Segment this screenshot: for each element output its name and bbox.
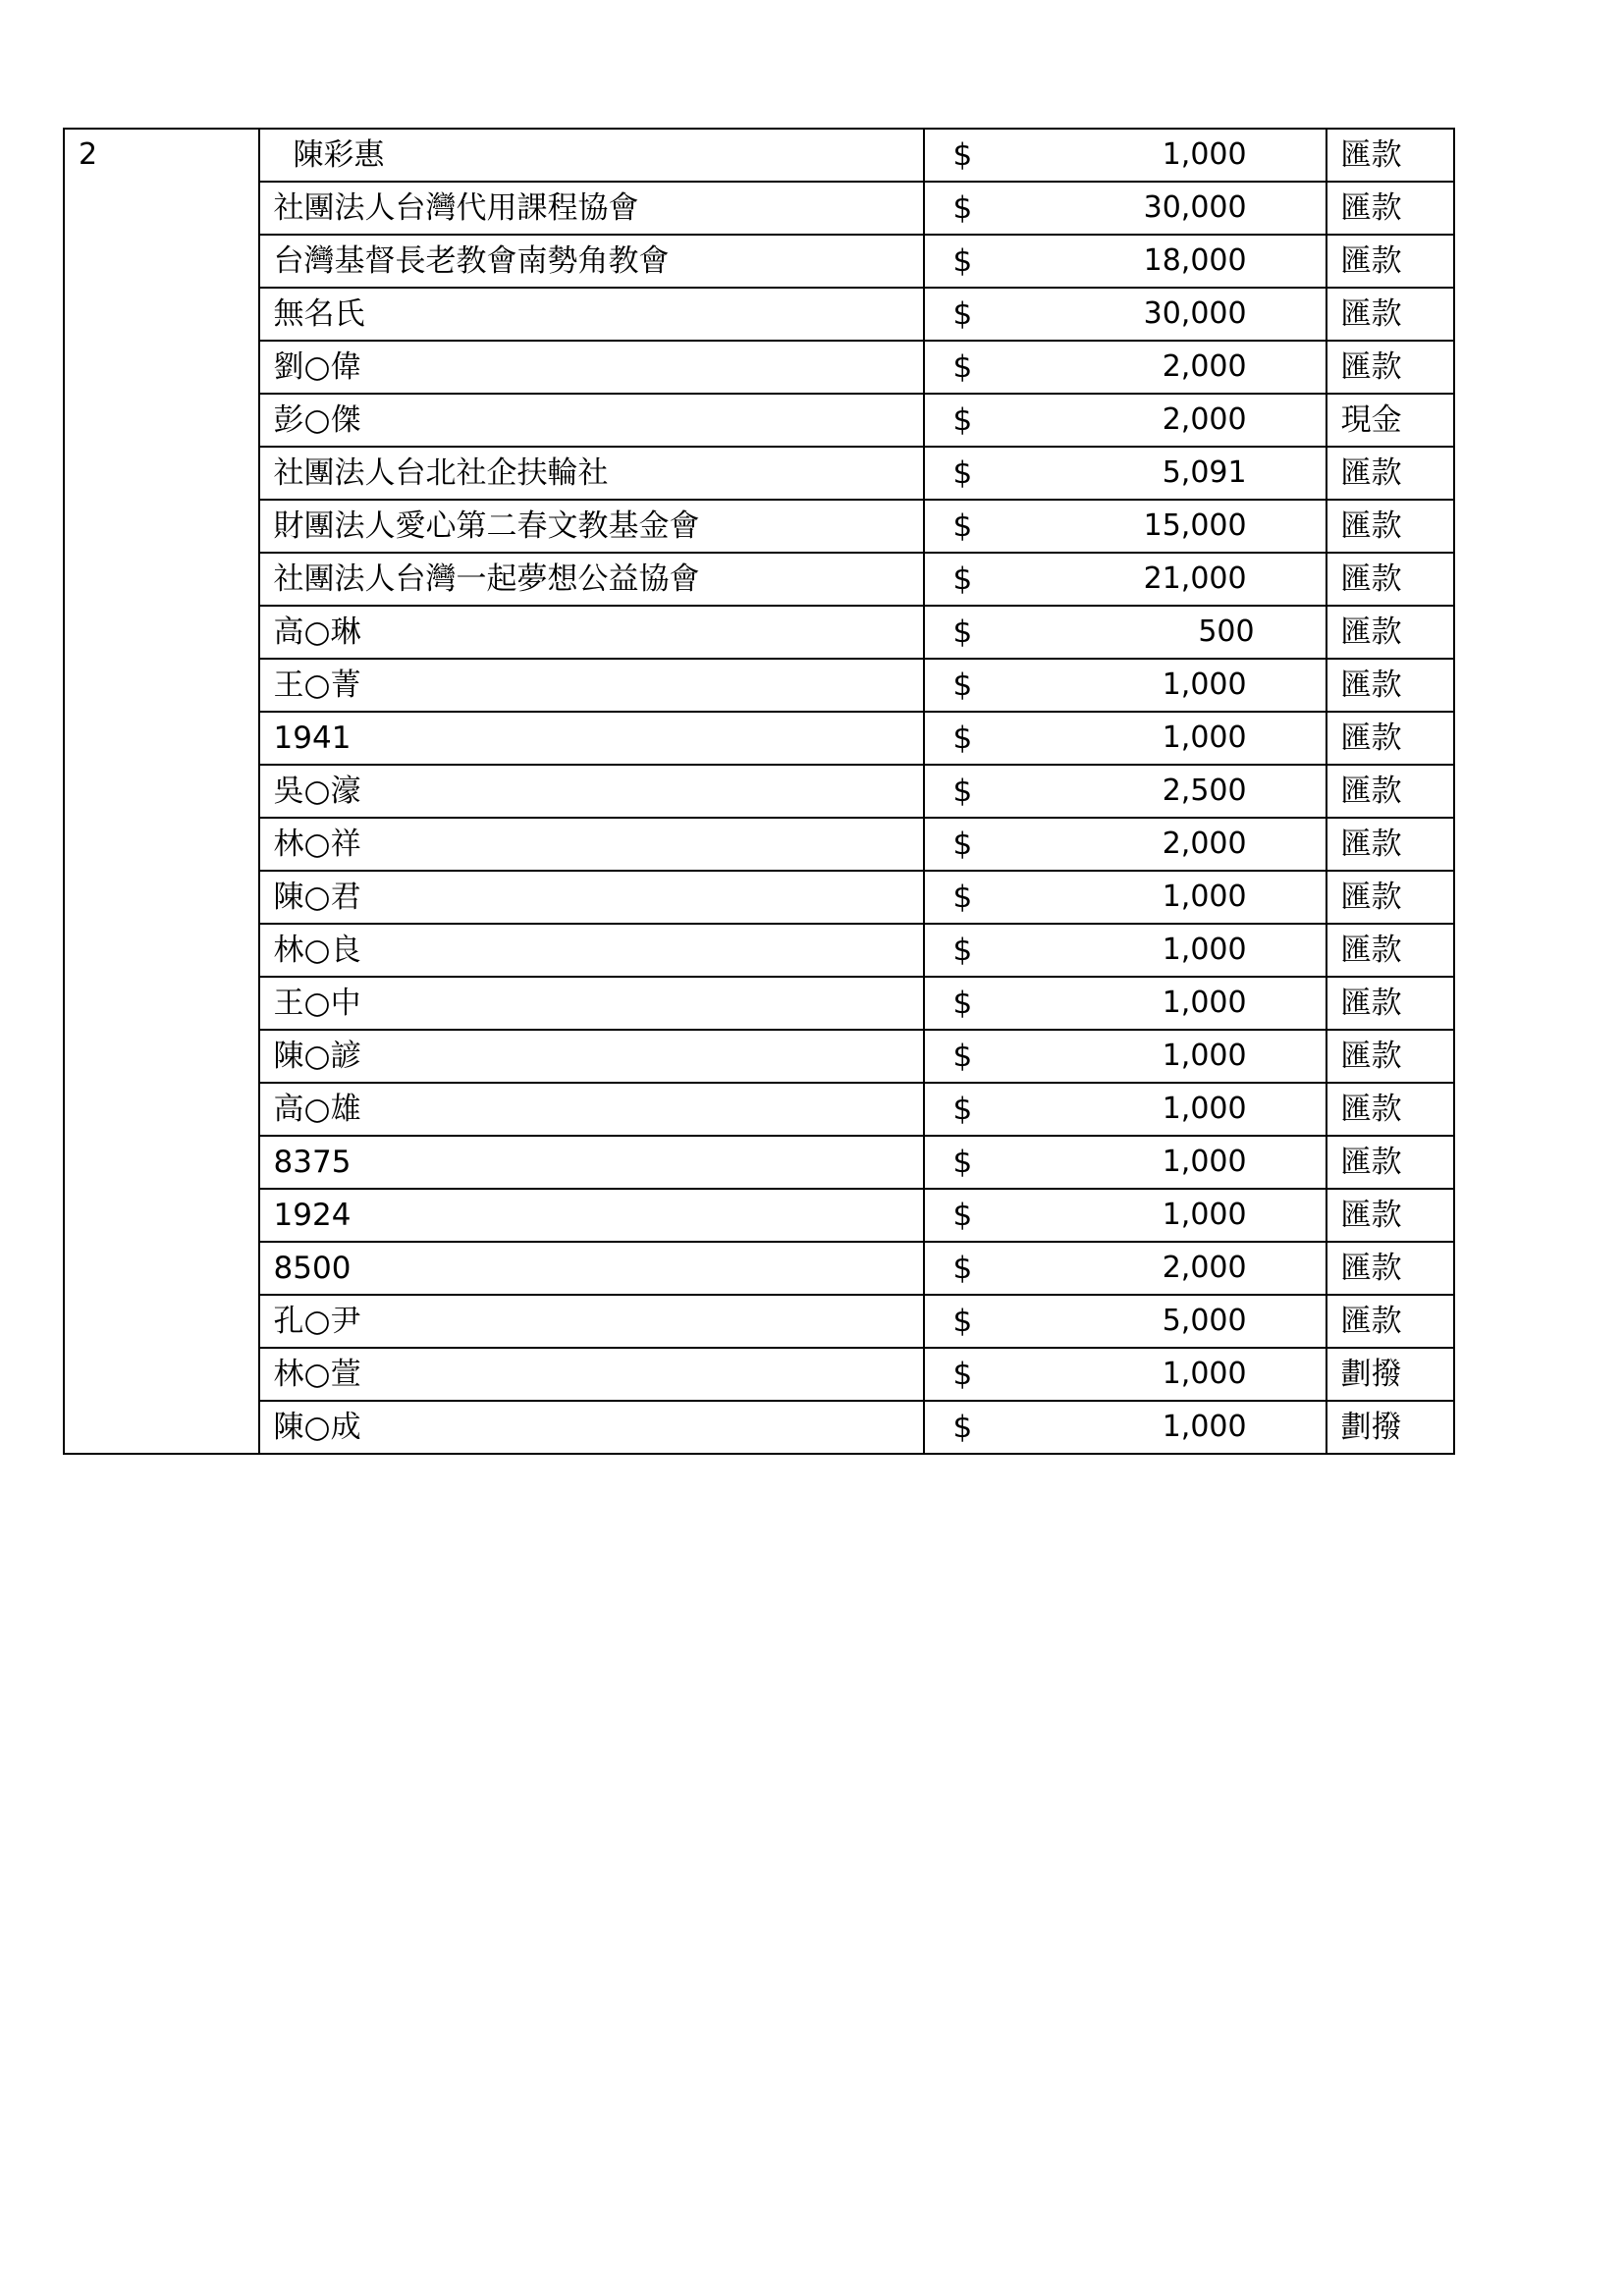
amount-cell <box>924 182 1326 235</box>
donor-name-cell: 陳○成 <box>259 1401 925 1454</box>
donor-name-cell: 無名氏 <box>259 288 925 341</box>
donor-name-cell: 王○菁 <box>259 659 925 712</box>
donor-name-cell: 孔○尹 <box>259 1295 925 1348</box>
payment-method-cell: 匯款 <box>1326 182 1454 235</box>
payment-method-cell: 匯款 <box>1326 1136 1454 1189</box>
currency-symbol: $ <box>952 774 973 809</box>
amount-cell <box>924 394 1326 447</box>
amount-cell <box>924 1136 1326 1189</box>
table-row <box>64 129 1454 182</box>
currency-symbol: $ <box>952 1304 973 1339</box>
amount-cell <box>924 765 1326 818</box>
amount-cell <box>924 235 1326 288</box>
table-row <box>64 977 1454 1030</box>
currency-symbol: $ <box>952 1092 973 1127</box>
amount-value: 1,000 <box>1162 1357 1247 1391</box>
table-row <box>64 1136 1454 1189</box>
currency-symbol: $ <box>952 190 973 226</box>
currency-symbol: $ <box>952 1410 973 1445</box>
payment-method-cell: 匯款 <box>1326 712 1454 765</box>
currency-symbol: $ <box>952 667 973 703</box>
payment-method-cell: 匯款 <box>1326 765 1454 818</box>
currency-symbol: $ <box>952 986 973 1021</box>
currency-symbol: $ <box>952 349 973 385</box>
payment-method-cell: 匯款 <box>1326 500 1454 553</box>
table-row <box>64 1189 1454 1242</box>
amount-value: 5,000 <box>1162 1304 1247 1338</box>
amount-value: 1,000 <box>1162 1145 1247 1179</box>
payment-method-cell: 匯款 <box>1326 341 1454 394</box>
table-row <box>64 1348 1454 1401</box>
amount-cell <box>924 977 1326 1030</box>
currency-symbol: $ <box>952 1251 973 1286</box>
payment-method-cell: 匯款 <box>1326 553 1454 606</box>
currency-symbol: $ <box>952 933 973 968</box>
amount-cell <box>924 606 1326 659</box>
donor-name-cell: 劉○偉 <box>259 341 925 394</box>
donor-name-cell: 陳○君 <box>259 871 925 924</box>
payment-method-cell: 匯款 <box>1326 871 1454 924</box>
payment-method-cell: 匯款 <box>1326 924 1454 977</box>
currency-symbol: $ <box>952 827 973 862</box>
amount-value: 1,000 <box>1162 1198 1247 1232</box>
amount-value: 1,000 <box>1162 667 1247 702</box>
currency-symbol: $ <box>952 1039 973 1074</box>
currency-symbol: $ <box>952 1145 973 1180</box>
donor-name-cell: 社團法人台灣代用課程協會 <box>259 182 925 235</box>
amount-value: 1,000 <box>1162 986 1247 1020</box>
donor-name-cell: 社團法人台北社企扶輪社 <box>259 447 925 500</box>
table-row <box>64 818 1454 871</box>
donor-name-cell: 社團法人台灣一起夢想公益協會 <box>259 553 925 606</box>
payment-method-cell: 劃撥 <box>1326 1401 1454 1454</box>
amount-value: 2,000 <box>1162 1251 1247 1285</box>
payment-method-cell: 匯款 <box>1326 659 1454 712</box>
payment-method-cell: 現金 <box>1326 394 1454 447</box>
amount-cell <box>924 1348 1326 1401</box>
table-row <box>64 394 1454 447</box>
table-row <box>64 1295 1454 1348</box>
currency-symbol: $ <box>952 721 973 756</box>
amount-value: 30,000 <box>1143 296 1247 331</box>
donation-table-body <box>64 129 1454 1454</box>
currency-symbol: $ <box>952 402 973 438</box>
amount-value: 2,000 <box>1162 402 1247 437</box>
amount-value: 2,000 <box>1162 827 1247 861</box>
amount-cell <box>924 1401 1326 1454</box>
payment-method-cell: 匯款 <box>1326 606 1454 659</box>
amount-value: 2,500 <box>1162 774 1247 808</box>
amount-value: 2,000 <box>1162 349 1247 384</box>
donor-name-cell: 吳○濠 <box>259 765 925 818</box>
currency-symbol: $ <box>952 880 973 915</box>
table-row <box>64 924 1454 977</box>
donor-name-cell: 林○良 <box>259 924 925 977</box>
amount-cell <box>924 553 1326 606</box>
currency-symbol: $ <box>952 243 973 279</box>
table-row <box>64 553 1454 606</box>
amount-cell <box>924 924 1326 977</box>
amount-value: 1,000 <box>1162 1039 1247 1073</box>
payment-method-cell: 匯款 <box>1326 1242 1454 1295</box>
amount-value: 30,000 <box>1143 190 1247 225</box>
currency-symbol: $ <box>952 508 973 544</box>
amount-cell <box>924 341 1326 394</box>
amount-value: 21,000 <box>1143 561 1247 596</box>
table-row <box>64 288 1454 341</box>
amount-value: 1,000 <box>1162 1410 1247 1444</box>
donor-name-cell: 高○雄 <box>259 1083 925 1136</box>
payment-method-cell: 劃撥 <box>1326 1348 1454 1401</box>
donation-table <box>63 128 1455 1455</box>
currency-symbol: $ <box>952 137 973 173</box>
payment-method-cell: 匯款 <box>1326 447 1454 500</box>
table-row <box>64 341 1454 394</box>
table-row <box>64 606 1454 659</box>
amount-value: 1,000 <box>1162 721 1247 755</box>
currency-symbol: $ <box>952 296 973 332</box>
donor-name-cell: 8500 <box>259 1242 925 1295</box>
donor-name-cell: 高○琳 <box>259 606 925 659</box>
payment-method-cell: 匯款 <box>1326 1295 1454 1348</box>
table-row <box>64 1242 1454 1295</box>
amount-value: 1,000 <box>1162 933 1247 967</box>
group-number-cell: 2 <box>64 129 259 1454</box>
table-row <box>64 871 1454 924</box>
currency-symbol: $ <box>952 561 973 597</box>
amount-cell <box>924 712 1326 765</box>
amount-value: 5,091 <box>1162 455 1247 490</box>
table-row <box>64 659 1454 712</box>
donor-name-cell: 陳○諺 <box>259 1030 925 1083</box>
payment-method-cell: 匯款 <box>1326 1030 1454 1083</box>
currency-symbol: $ <box>952 455 973 491</box>
amount-value: 1,000 <box>1162 137 1247 172</box>
amount-value: 1,000 <box>1162 1092 1247 1126</box>
table-row <box>64 712 1454 765</box>
table-row <box>64 765 1454 818</box>
amount-value: 18,000 <box>1143 243 1247 278</box>
payment-method-cell: 匯款 <box>1326 129 1454 182</box>
amount-value: 1,000 <box>1162 880 1247 914</box>
table-row <box>64 1401 1454 1454</box>
donor-name-cell: 台灣基督長老教會南勢角教會 <box>259 235 925 288</box>
donor-name-cell: 陳彩惠 <box>259 129 925 182</box>
amount-value: 500 <box>1198 614 1255 649</box>
donor-name-cell: 彭○傑 <box>259 394 925 447</box>
donor-name-cell: 王○中 <box>259 977 925 1030</box>
payment-method-cell: 匯款 <box>1326 1189 1454 1242</box>
donor-name-cell: 1941 <box>259 712 925 765</box>
amount-cell <box>924 447 1326 500</box>
amount-cell <box>924 659 1326 712</box>
table-row <box>64 235 1454 288</box>
amount-cell <box>924 129 1326 182</box>
payment-method-cell: 匯款 <box>1326 977 1454 1030</box>
amount-cell <box>924 500 1326 553</box>
amount-cell <box>924 871 1326 924</box>
table-row <box>64 1030 1454 1083</box>
amount-cell <box>924 288 1326 341</box>
currency-symbol: $ <box>952 614 973 650</box>
amount-cell <box>924 818 1326 871</box>
currency-symbol: $ <box>952 1357 973 1392</box>
currency-symbol: $ <box>952 1198 973 1233</box>
donor-name-cell: 8375 <box>259 1136 925 1189</box>
payment-method-cell: 匯款 <box>1326 818 1454 871</box>
amount-cell <box>924 1083 1326 1136</box>
payment-method-cell: 匯款 <box>1326 235 1454 288</box>
donor-name-cell: 林○祥 <box>259 818 925 871</box>
amount-cell <box>924 1295 1326 1348</box>
amount-cell <box>924 1189 1326 1242</box>
table-row <box>64 500 1454 553</box>
amount-value: 15,000 <box>1143 508 1247 543</box>
donor-name-cell: 1924 <box>259 1189 925 1242</box>
payment-method-cell: 匯款 <box>1326 1083 1454 1136</box>
amount-cell <box>924 1030 1326 1083</box>
table-row <box>64 1083 1454 1136</box>
amount-cell <box>924 1242 1326 1295</box>
table-row <box>64 447 1454 500</box>
table-row <box>64 182 1454 235</box>
donor-name-cell: 林○萱 <box>259 1348 925 1401</box>
payment-method-cell: 匯款 <box>1326 288 1454 341</box>
donor-name-cell: 財團法人愛心第二春文教基金會 <box>259 500 925 553</box>
